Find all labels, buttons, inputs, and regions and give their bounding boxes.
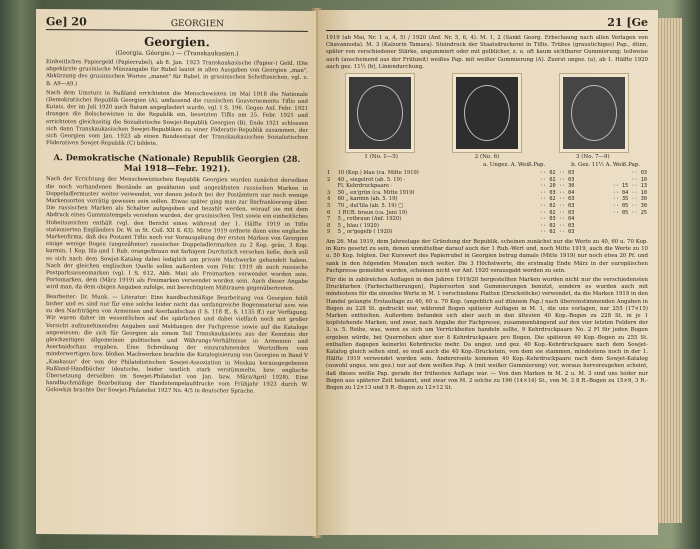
table-cell (575, 216, 648, 223)
table-cell: ·· 20 ·· 30 (540, 183, 575, 190)
right-page (318, 10, 658, 535)
table-cell: ·· 03 ·· 04 (540, 189, 575, 196)
body-paragraph-1: Am 26. Mai 1919, dem Jahrestage der Gründung der Republik, scheinen zunächst nur die Werte zu 40, 60 u. 70 Kop. in Kurs gesetzt zu sein, denen unmittelbar darauf auch der 1 Rub.-Wert und, noch Mitte 1919, auch die Werte zu 10 u. 50 Kop. folgten. Der Kurswert des Papierrubel in Georgien betrug damals (Mitte 1919) nur noch etwa 20 Pf. und sank in den folgenden Monaten noch weiter. Die 3 Höchstwerte, die erstmalig Ende März in der europäischen Fachpresse gemeldet wurden, scheinen nicht vor Anf. 1920 verausgabt worden zu sein. (326, 238, 648, 274)
table-cell: ·· 04 ·· 10 (612, 189, 647, 196)
table-cell: 50 „ en'grün (ca. Mitte 1919) (337, 189, 415, 196)
body-paragraph-2: Für die in zahlreichen Auflagen in den Jahren 1919/20 hergestellten Marken wurden nicht nur die verschiedensten Druckfarben (Farbschattierungen), Papiersorten und Gummierungen benutzt, sondern es wurden auch mit mindestens für die einzelne Werte in M. 1 verschiedene Platten (Druckstöcke) verwendet, da die Marken 1919 in den Handel gelangte Erstauflage zu 40, 60 u. 70 Kop. (angeblich auf dünnem Pap.) nach übereinstimmenden Angaben in Bogen zu 228 St. gedruckt war, während Bogen späterer Auflagen in M. 1, die uns vorlagen, nur 255 (17×15) Marken enthielten. Außerdem befanden sich aber auch in den ältesten 40 Kop.-Bogen zu 228 St. in je 1 kopfstehende Marken, und zwar, nach Angabe der Fachpresse, zusammenhängend auf den vier letzten Feldern der 3. u. 5. Reihe, was, wenn es sich um Verrückbeiten handeln sollte, 9 Kehrdruckpaare No. 2 Fl für jeden Bogen ergeben würde, bei Querreihen aber nur 8 Kehrdruckpaare pro Bogen. Die späteren 40 Kop.-Bogen zu 255 St. enthalten dagegen keinerlei Kehrdrucke mehr. Da ungez. und gez. 40 Kop.-Kehrdruckpaare nach dem Sowjet-Katalog gleich selten sind, so muß auch die 40 Kop.-Druckstein, von dem sie stammen, mindestens noch in der 1. Hälfte 1919 verwendet worden sein. Andererseits kommen 40 Kop.-Kehrdruckpaare nach dem Sowjet-Katalog (sowohl ungez. wie gez.) nur auf dem weißen Pap. A (mit weißer Gummierung) vor, woraus hervorzugehen scheint, daß dieses weiße Pap. gerade der frühesten Auflage war. — Von den Marken in M. 2 u. M. 3 sind uns leider nur Bogen aus späterer Zeit bekannt, und zwar von M. 2 solche zu 196 (14×14) St., von M. 3 8 R.-Bogen zu 15×9, 3 R.-Bogen zu 12×13 und 5 R.-Bogen zu 12×12 St. (326, 276, 649, 392)
price-table (326, 170, 648, 236)
table-cell: ·· 02 ·· 03 (540, 229, 575, 236)
table-cell: 1 RUB. braun (ca. Juni 19) (337, 209, 408, 216)
table-cell: ·· 35 ·· 30 (612, 196, 647, 203)
table-cell: ·· 05 ·· 25 (612, 209, 647, 216)
left-page (36, 9, 316, 536)
intro-paragraph-2: Nach dem Umsturz in Rußland errichteten die Menschewisten im Mai 1918 die Nationale (Demokratische) Republik Georgien (A), umfassend die russischen Gouvernements Tiflis und Kutais, der im Juli 1920 auch Batum angegliedert wurde, vgl. I S. 196. Gegen Anf. Febr. 1921 drangen die Bolschewisten in die Republik ein, besetzten Tiflis am 25. Febr. 1921 und errichteten gleichzeitig die Sozialistische Sowjet-Republik Georgien (B). Ende 1921 schlossen sich dann Transkaukasischen Sowjet-Republiken zu einer Föderativ-Republik zusammen, der sich Georgien vom Jan. 1923 ab einen Bundesstaat der Transkaukasischen Sozialistischen Föderativen Sowjet-Republik (C) bildete. (46, 89, 308, 148)
table-cell: 6 (327, 209, 331, 216)
table-cell: ·· 03 (631, 170, 647, 177)
intro-paragraph-1: Einheitliches Papiergeld (Papierrubel), ab 8. Jan. 1923 Transkaukasische (Papier-) Geld. (Die abgekürzte grusinische Münzangabe für Rubel lautet in allen Ausgaben von Georgien „man", Abkürzung des grusinischen Wortes „manet" für Rubel, in grusinischen Schriftzeichen, vgl. z. B. A9—A9.) (46, 59, 308, 87)
table-cell: ·· 02 ·· 03 (540, 196, 575, 203)
table-cell: ·· 02 ·· 03 (540, 202, 575, 209)
table-cell: 4 (327, 196, 331, 203)
table-cell: 70 „ dul'lila (ab. 5. 19) □ (337, 202, 404, 209)
table-cell (575, 229, 648, 236)
stamp-image-st-george-2 (453, 74, 521, 152)
issue-description: 1919 (ab Mai, Nr. 1 a, 4, 5) / 1920 (Anf. Nr. 5, 6, 4). M. 1, 2 (Sankt Georg. Erbschaung nach allen Verlagen von Chavannoda). M. 3 (Kalzorin Tamara). Steindruck der Staatsdruckerei in Tiflis. Trübes (graustichiges) Pap., dünn, später von verschiedener Stärke, ungummiert oder mit gelblicher, z. u. oft kaum sichtbarer Gummierung; teilweise auch (anscheinend aus der Frühzeit) weißes Pap. mit weißer Gummierung (A). Zuerst ungez. (a), ab 1. Hälfte 1920 auch gez. 11½ (b), Liniendurchung. (326, 35, 648, 70)
table-cell: 3 (327, 189, 331, 196)
table-cell (575, 223, 648, 230)
table-cell: 7 (327, 216, 331, 223)
table-cell: ·· 02 ·· 03 (540, 209, 575, 216)
country-subtitle: (Georgia. Géorgie.) — (Transkaukasien.) (115, 49, 239, 58)
table-row (326, 216, 648, 223)
table-row (326, 196, 648, 203)
stamp-image-st-george (346, 74, 414, 152)
table-cell: 8 (327, 222, 331, 229)
stamp-caption: 1 (No. 1—5) (364, 154, 398, 161)
section-title-a: A. Demokratische (Nationale) Republik Georgien (28. Mai 1918—Febr. 1921). (53, 152, 301, 174)
left-page-header (46, 15, 308, 32)
table-row (326, 183, 648, 190)
stamp-image-queen-tamara (560, 74, 628, 152)
table-cell: 40 „ siegelrot (ab. 5. 19) · (337, 176, 406, 183)
table-row (326, 177, 648, 184)
table-cell: ·· 02 ·· 03 (540, 176, 575, 183)
table-row (326, 229, 648, 236)
table-header (326, 162, 648, 168)
table-cell: 5 „ blau ( 1920) (337, 222, 379, 229)
running-head: GEORGIEN (170, 18, 224, 30)
stamp-caption: 2 (No. 6) (474, 154, 500, 161)
table-cell: 60 „ karmin (ab. 5. 19) (337, 196, 398, 203)
table-header-cell: a. Ungez. A. Weiß.Pap. (483, 162, 546, 169)
stamp-captions (326, 154, 648, 160)
table-cell: 9 (327, 229, 331, 236)
table-cell (326, 183, 337, 190)
table-cell: ·· 02 ·· 03 (540, 170, 575, 177)
page-edges (656, 18, 682, 523)
left-page-number: Ge] 20 (46, 15, 87, 29)
country-title: Georgien. (144, 34, 210, 50)
stamp-images (326, 74, 648, 152)
section-paragraph-1: Nach der Errichtung der Menschewistischen Republik Georgien wurden zunächst derselben die noch vorhandenen Bestände an gezähnten und ungezähnten russischen Marken in Doppeladlermuster weiter verwendet, vor denen jedoch bei der Postämtern nur noch wenige Markensorten vorrätig gewesen sein sollen. Etwas später ging man zur Barfrankierung über. Die russischen Marken als Schalter aufgegeben und bezahlt werden, worauf sie mit dem Abdruck eines Gummistempels versehen wurden, der grusinischen Text sowie ein einheitliches Hoheitszeichen enthält (vgl. den Bericht eines während der 1. Hälfte 1919 in Tiflis stationierten Engländers Dr. W. in St. Coll. XII S. 63). Mitte 1919 ordnete dann eine englische Markenfirma, daß des Postamt Tiflis noch vor Vorausgabung der ersten Marken von Georgien einige wenige Bogen (ungezähnter) russischer Doppeladlermarken zu 2 Kop. grün, 3 Kop. karmin, 1 Kop. lila und 1 Rub. orange/braun mit farbigem Durchstich versehen ließe, doch soll es sich nach dem Sowjet-Katalog dabei lediglich um private Machwerke gehandelt haben. Nach der gleichen englischen Quelle sollen außerdem vom Febr. 1919 ab auch russische Postparksassenmarken (vgl. I S. 612, Abb. Mai) als Freimarken verwendet worden sein. Portomarken, dem (März 1919) als Freimarken verwendet worden sein. Auch dieser Angabe wird man, da dem obigen Angaben zufolge, mit berechtigtem Mißtrauen gegenübertreten. (46, 176, 308, 293)
table-cell: ·· 03 ·· 04 (540, 216, 575, 223)
table-cell: ·· 15 ·· 13 (612, 183, 647, 190)
table-cell: 5 „ or'gegelb ( 1920) (337, 229, 393, 236)
table-cell: ·· 02 ·· 03 (540, 222, 575, 229)
table-row (326, 203, 648, 210)
section-paragraph-2: Bearbeiter: Dr. Munk. — Literatur: Eine handbuchmäßige Bearbeitung von Georgien fehlt bisher und es sind nur für eine solche leider nicht das umfangreiche Bogenmaterial usw. wie zu den Nachträgen von Armenien und Aserbaidschan (I S. 118 ff., S. 1135 ff.) zur Verfügung. Wir waren daher im wesentlichen auf die spärlichen und dabei vielfach noch mit großer Vorsicht aufzunehmenden Angaben und Meldungen der Fachpresse sowie auf die Kataloge angewiesen; die sich für Georgien als einem Teil Transkaukasiens aus der Kenntnis der gleichzeitigen allgemeinen politischen und Währungs-Verhältnisse in Armenien und Aserbaidschan ergaben. Eine Schreibung der einzurahmenden Wertziffern vom minderwertigen bzw. bloßen Machwerken brachte die Katalogisierung von Georgien in Band V „Kaukasus" der von der Philatelistischen Sowjet-Assoziation in Moskau herausgegebenen Rußland-Handbücher (deutsche, leider textlich stark verstümmelte, bzw. englische Übersetzung derselben im Sowjet-Philatelist von Jan. bzw. März/April 1928). Eine handbuchmäßige Bearbeitung der Handstempelaufdrucke vom Frühjahr 1923 durch W. Golowkin brachte Der Sowjet-Philatelist 1927 No. 4/5 in deutscher Sprache. (46, 293, 308, 395)
table-cell: ·· 10 (631, 176, 647, 183)
table-cell: 5 „ rotbraun (Anf. 1920) (337, 216, 402, 223)
table-cell: 5 (327, 202, 331, 209)
stamp-caption: 3 (No. 7—9) (576, 154, 610, 161)
table-header-cell: b. Gez. 11½ A. Weiß.Pap. (571, 162, 640, 169)
table-cell: Fl. Kehrdruckpaare · (337, 183, 393, 190)
right-page-number: 21 [Ge (607, 16, 648, 29)
table-cell: 1 (327, 170, 331, 177)
right-page-header (326, 16, 648, 31)
table-row (326, 170, 648, 177)
table-cell: ·· 05 ·· 30 (612, 202, 647, 209)
table-cell: 10 (Kop.) blau (ca. Mitte 1919) (337, 170, 419, 177)
table-cell: 2 (327, 176, 331, 183)
